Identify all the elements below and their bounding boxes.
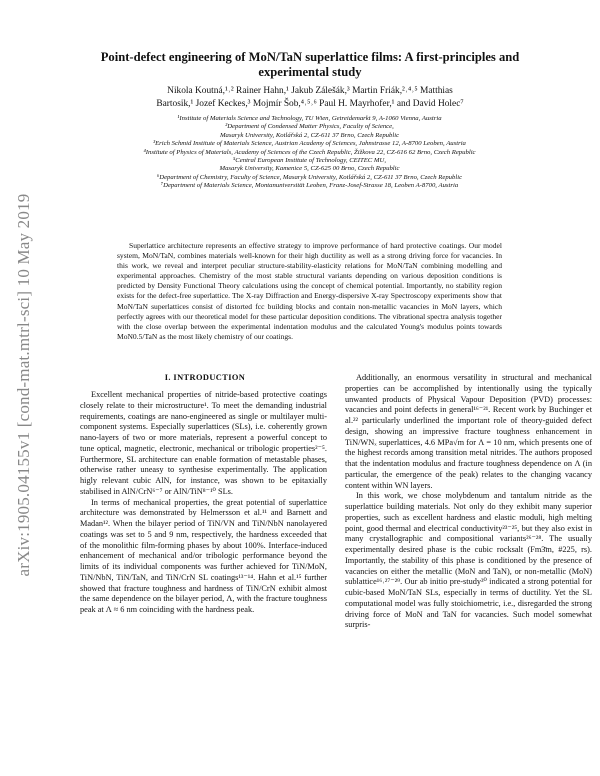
- arxiv-identifier: arXiv:1905.04155v1 [cond-mat.mtrl-sci] 10 May 2019: [14, 193, 33, 577]
- title-line: Point-defect engineering of MoN/TaN superlattice films: A first-principles and: [100, 50, 520, 64]
- right-column: [345, 373, 592, 631]
- abstract: Superlattice architecture represents an effective strategy to improve performance of hard protective coatings. Our model system, MoN/TaN, combines materials well-known for their high ductility as well as a strong driving force for vacancies. In this work, we reveal and interpret peculiar structure-stability-elasticity relations for MoN/TaN combining modelling and experimental approaches. Chemistry of the most stable structural variants depending on various deposition conditions is predicted by Density Functional Theory calculations using the concept of chemical potential. Importantly, no stability region exists for the defect-free superlattice. The X-ray Diffraction and Energy-dispersive X-ray Spectroscopy experiments show that MoN/TaN superlattices consist of distorted fcc building blocks and contain non-metallic vacancies in MoN layers, which perfectly agrees with our theoretical model for these particular deposition conditions. The vibrational spectra analysis together with the close overlap between the experimental indentation modulus and the calculated Young's modulus points towards MoN0.5/TaN as the most likely chemistry of our coatings.: [117, 241, 502, 341]
- affiliation-line: Masaryk University, Kotlářská 2, CZ-611 37 Brno, Czech Republic: [219, 131, 400, 139]
- affiliation-line: ⁷Department of Materials Science, Montanuniversität Leoben, Franz-Josef-Strasse 18, Leoben A-8700, Austria: [160, 182, 459, 190]
- body-paragraph: Excellent mechanical properties of nitride-based protective coatings closely relate to their microstructure¹. To meet the demanding industrial requirements, coatings are nano-engineered as single or multilayer multi-component systems. Especially superlattices (SLs), i.e. coherently grown nano-layers of two or more materials, represent a powerful concept to tune optical, magnetic, electronic, mechanical or tribologic properties²⁻⁵. Furthermore, SL architecture can enable formation of metastable phases, otherwise rather uneasy to synthesise experimentally. The application higly relevant cubic AlN, for instance, was shown to be epitaxially stabilised in AlN/CrN⁶⁻⁷ or AlN/TiN⁸⁻¹⁰ SLs.: [80, 390, 327, 496]
- author-line: Nikola Koutná,¹˒² Rainer Hahn,¹ Jakub Zálešák,³ Martin Friák,²˒⁴˒⁵ Matthias: [167, 86, 453, 96]
- author-list: [70, 85, 550, 111]
- section-heading-introduction: I. INTRODUCTION: [164, 373, 246, 382]
- affiliation-line: ⁵Central European Institute of Technology, CEITEC MU,: [232, 157, 387, 165]
- affiliations: [52, 115, 567, 191]
- body-paragraph: In this work, we chose molybdenum and tantalum nitride as the superlattice building materials. Not only do they exhibit many superior properties, such as excellent hardness and elastic moduli, high melting point, good thermal and electrical conductivity²³⁻²⁵, but they also exist in many crystallographic and compositional variants²⁶⁻²⁸. The usually experimentally desired phase is the cubic rocksalt (Fm3̄m, #225, rs). Importantly, the stability of this phase is conditioned by the presence of vacancies on either the metallic (MoN and TaN), or non-metallic (MoN) sublattice¹⁶˒²⁷⁻²⁹. Our ab initio pre-study³⁰ indicated a strong potential for cubic-based MoN/TaN SLs, especially in terms of ductility. Yet the SL computational model was fully stoichiometric, i.e., disregarded the strong driving force of MoN and TaN for vacancies. Such model somewhat surpris-: [345, 491, 592, 630]
- body-paragraph: Additionally, an enormous versatility in structural and mechanical properties can be accomplished by intentionally using the typically unwanted products of Physical Vapour Deposition (PVD) processes: vacancies and point defects in general¹⁶⁻²¹. Recent work by Buchinger et al.²² particularly underlined the important role of theory-guided defect design, showing an impressive fracture toughness enhancement in TiN/WNₓ superlattices, 4.6 MPa√m for Λ = 10 nm, which presents one of the highest records among transition metal nitrides. The authors proposed that the indentation modulus and fracture toughness dependence on Λ (in particular, the emergence of the peak) relates to the changing vacancy content within WN layers.: [345, 373, 592, 490]
- paper-title: [60, 50, 560, 80]
- left-column: [80, 390, 327, 616]
- affiliation-line: ³Erich Schmid Institute of Materials Science, Austrian Academy of Sciences, Jahnstrasse 12, A-8700 Leoben, Austria: [153, 140, 466, 148]
- affiliation-line: ⁴Institute of Physics of Materials, Academy of Sciences of the Czech Republic, Žižkova 22, CZ-616 62 Brno, Czech Republic: [143, 148, 476, 156]
- title-line: experimental study: [258, 65, 362, 79]
- affiliation-line: ¹Institute of Materials Science and Technology, TU Wien, Getreidemarkt 9, A-1060 Vienna, Austria: [177, 115, 442, 122]
- body-paragraph: In terms of mechanical properties, the great potential of superlattice architecture was demonstrated by Helmersson et al.¹¹ and Barnett and Madan¹². When the bilayer period of TiN/VN and TiN/NbN nanolayered coatings was set to 5 and 9 nm, respectively, the hardness exceeded that of the monolithic film-forming phases by about 100%. Interface-induced enhancement of mechanical and/or tribologic performance beyond the limits of its individual components was further achieved for TiN/MoN, TiN/NbN, TiN/TaN, and TiN/CrN SL coatings¹³⁻¹⁴. Hahn et al.¹⁵ further showed that fracture toughness and hardness of TiN/CrN exhibit almost the same dependence on the bilayer period, Λ, with the fracture toughness peak at Λ ≈ 6 nm coinciding with the hardness peak.: [80, 497, 327, 614]
- affiliation-line: ²Department of Condensed Matter Physics, Faculty of Science,: [225, 123, 394, 131]
- affiliation-line: Masaryk University, Kamenice 5, CZ-625 00 Brno, Czech Republic: [219, 165, 400, 173]
- arxiv-sidebar-stamp: [4, 150, 44, 620]
- affiliation-line: ⁶Department of Chemistry, Faculty of Science, Masaryk University, Kotlářská 2, CZ-611 37 Brno, Czech Republic: [156, 173, 463, 181]
- author-line: Bartosik,¹ Jozef Keckes,³ Mojmír Šob,⁴˒⁵˒⁶ Paul H. Mayrhofer,¹ and David Holec⁷: [156, 98, 464, 109]
